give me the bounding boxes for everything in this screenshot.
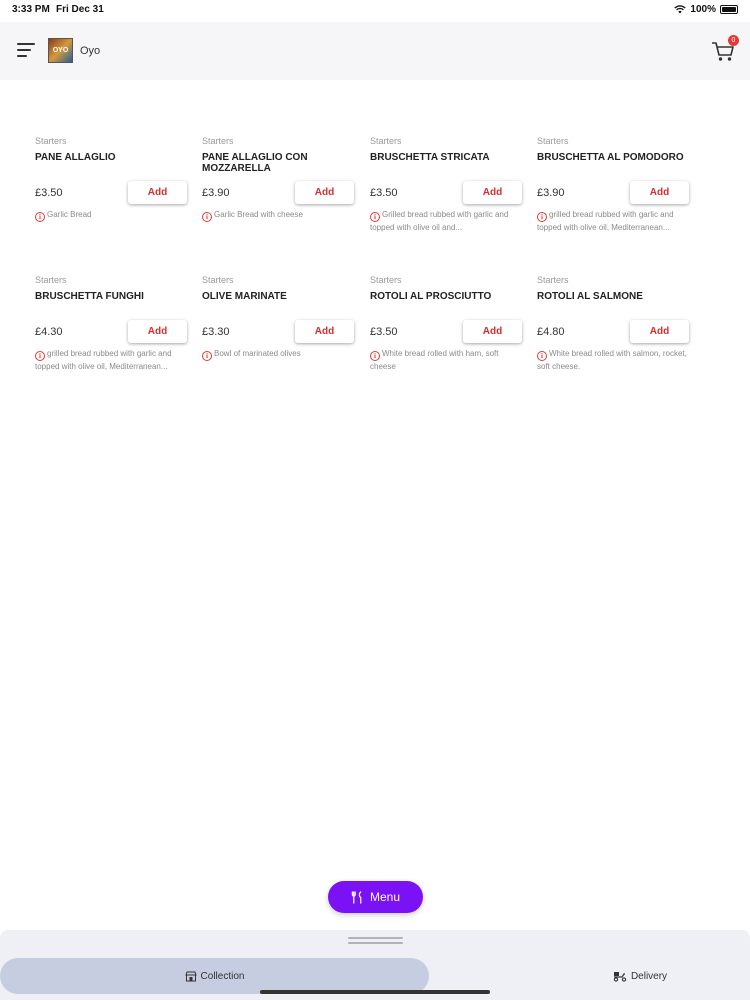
product-description-text: Grilled bread rubbed with garlic and topped with olive oil and... — [370, 210, 509, 232]
product-category: Starters — [537, 136, 569, 146]
product-description — [202, 209, 358, 222]
product-card — [537, 275, 693, 371]
product-name: BRUSCHETTA FUNGHI — [35, 291, 144, 302]
product-name: BRUSCHETTA AL POMODORO — [537, 152, 684, 163]
product-category: Starters — [370, 136, 402, 146]
product-description-text: Garlic Bread — [47, 210, 92, 219]
home-indicator — [260, 990, 490, 994]
tab-collection-label: Collection — [200, 970, 245, 982]
hamburger-icon[interactable] — [17, 43, 35, 57]
product-card — [35, 136, 191, 221]
product-description-text: Bowl of marinated olives — [214, 349, 301, 358]
info-icon[interactable]: i — [35, 212, 45, 222]
product-category: Starters — [202, 136, 234, 146]
product-description-text: grilled bread rubbed with garlic and topped with olive oil, Mediterranean... — [35, 349, 172, 371]
product-description — [35, 209, 191, 222]
info-icon[interactable]: i — [370, 351, 380, 361]
product-price: £3.30 — [202, 326, 230, 338]
product-category: Starters — [202, 275, 234, 285]
product-description-text: White bread rolled with salmon, rocket, soft cheese. — [537, 349, 687, 371]
product-description — [537, 209, 693, 234]
battery-percent: 100% — [690, 4, 716, 15]
product-card — [537, 136, 693, 232]
product-description — [370, 348, 526, 373]
product-card — [202, 275, 358, 360]
product-card — [370, 136, 526, 232]
product-price: £4.80 — [537, 326, 565, 338]
product-name: ROTOLI AL SALMONE — [537, 291, 643, 302]
product-name: OLIVE MARINATE — [202, 291, 287, 302]
info-icon[interactable]: i — [202, 212, 212, 222]
product-price: £3.50 — [370, 326, 398, 338]
product-price: £3.50 — [35, 187, 63, 199]
product-description — [202, 348, 358, 361]
tab-delivery-label: Delivery — [630, 970, 668, 982]
battery-icon — [720, 5, 738, 14]
brand-logo: OYO — [48, 38, 73, 63]
tab-collection[interactable] — [0, 958, 429, 994]
utensils-icon — [351, 891, 364, 904]
product-name: ROTOLI AL PROSCIUTTO — [370, 291, 492, 302]
add-button[interactable]: Add — [295, 181, 354, 204]
product-price: £3.90 — [202, 187, 230, 199]
status-bar — [0, 0, 750, 20]
add-button[interactable]: Add — [295, 320, 354, 343]
tab-delivery[interactable] — [560, 958, 720, 994]
product-description — [35, 348, 191, 373]
product-price: £4.30 — [35, 326, 63, 338]
product-card — [202, 136, 358, 221]
add-button[interactable]: Add — [463, 181, 522, 204]
store-icon — [185, 971, 197, 982]
info-icon[interactable]: i — [202, 351, 212, 361]
product-description-text: Garlic Bread with cheese — [214, 210, 303, 219]
add-button[interactable]: Add — [128, 320, 187, 343]
app-header — [0, 22, 750, 80]
product-description — [370, 209, 526, 234]
info-icon[interactable]: i — [370, 212, 380, 222]
cart-count-badge: 0 — [728, 35, 739, 46]
product-description-text: grilled bread rubbed with garlic and topped with olive oil, Mediterranean... — [537, 210, 674, 232]
wifi-icon — [674, 5, 686, 14]
menu-button-label: Menu — [369, 890, 401, 904]
product-description — [537, 348, 693, 373]
product-price: £3.50 — [370, 187, 398, 199]
product-category: Starters — [35, 136, 67, 146]
scooter-icon — [613, 971, 627, 982]
product-card — [35, 275, 191, 371]
drag-handle[interactable] — [348, 937, 403, 944]
info-icon[interactable]: i — [35, 351, 45, 361]
product-name: PANE ALLAGLIO — [35, 152, 116, 163]
status-right — [674, 4, 738, 15]
product-name: PANE ALLAGLIO CON MOZZARELLA — [202, 152, 308, 174]
product-category: Starters — [370, 275, 402, 285]
info-icon[interactable]: i — [537, 212, 547, 222]
status-date: Fri Dec 31 — [56, 4, 104, 15]
brand-name: Oyo — [80, 45, 101, 57]
cart-button[interactable] — [710, 38, 736, 64]
product-category: Starters — [537, 275, 569, 285]
menu-button[interactable] — [328, 881, 423, 913]
product-card — [370, 275, 526, 371]
add-button[interactable]: Add — [128, 181, 187, 204]
product-name: BRUSCHETTA STRICATA — [370, 152, 490, 163]
add-button[interactable]: Add — [630, 320, 689, 343]
product-category: Starters — [35, 275, 67, 285]
info-icon[interactable]: i — [537, 351, 547, 361]
product-price: £3.90 — [537, 187, 565, 199]
product-description-text: White bread rolled with ham, soft cheese — [370, 349, 499, 371]
add-button[interactable]: Add — [463, 320, 522, 343]
add-button[interactable]: Add — [630, 181, 689, 204]
status-time: 3:33 PM — [12, 4, 50, 15]
